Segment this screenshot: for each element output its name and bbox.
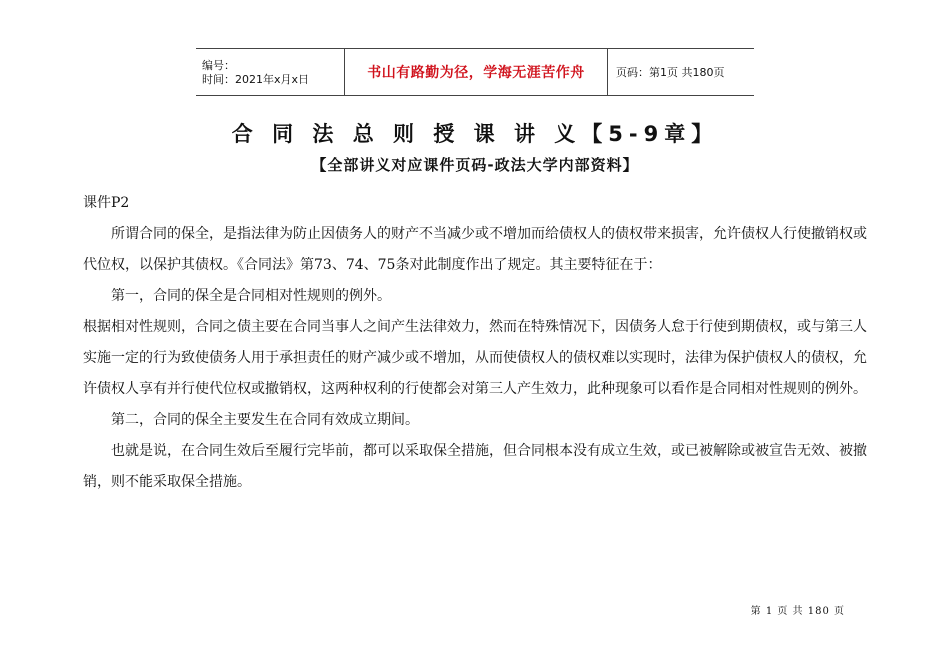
header-page-code: 页码：第1页 共180页 <box>608 49 755 96</box>
header-meta <box>196 49 345 96</box>
body-paragraph: 第二，合同的保全主要发生在合同有效成立期间。 <box>111 412 419 428</box>
document-header <box>196 48 754 96</box>
document-title: 合 同 法 总 则 授 课 讲 义【5-9章】 <box>231 122 719 146</box>
page-footer: 第 1 页 共 180 页 <box>750 606 845 617</box>
body-paragraph: 也就是说，在合同生效后至履行完毕前，都可以采取保全措施，但合同根本没有成立生效，或已被解除或被宣告无效、被撤销，则不能采取保全措施。 <box>83 443 867 490</box>
document-date: 时间：2021年x月x日 <box>202 73 310 86</box>
body-paragraph: 所谓合同的保全，是指法律为防止因债务人的财产不当减少或不增加而给债权人的债权带来损害，允许债权人行使撤销权或代位权，以保护其债权。《合同法》第73、74、75条对此制度作出了规定。其主要特征在于： <box>83 226 867 273</box>
body-paragraph: 第一，合同的保全是合同相对性规则的例外。 <box>111 288 391 304</box>
document-body <box>83 188 873 498</box>
header-motto: 书山有路勤为径，学海无涯苦作舟 <box>345 49 608 96</box>
body-paragraph: 根据相对性规则，合同之债主要在合同当事人之间产生法律效力，然而在特殊情况下，因债务人怠于行使到期债权，或与第三人实施一定的行为致使债务人用于承担责任的财产减少或不增加，从而使债权人的债权难以实现时，法律为保护债权人的债权，允许债权人享有并行使代位权或撤销权，这两种权利的行使都会对第三人产生效力，此种现象可以看作是合同相对性规则的例外。 <box>83 319 867 397</box>
document-number-label: 编号： <box>202 59 235 72</box>
courseware-page-ref: 课件P2 <box>83 195 130 211</box>
document-subtitle: 【全部讲义对应课件页码-政法大学内部资料】 <box>311 156 639 174</box>
